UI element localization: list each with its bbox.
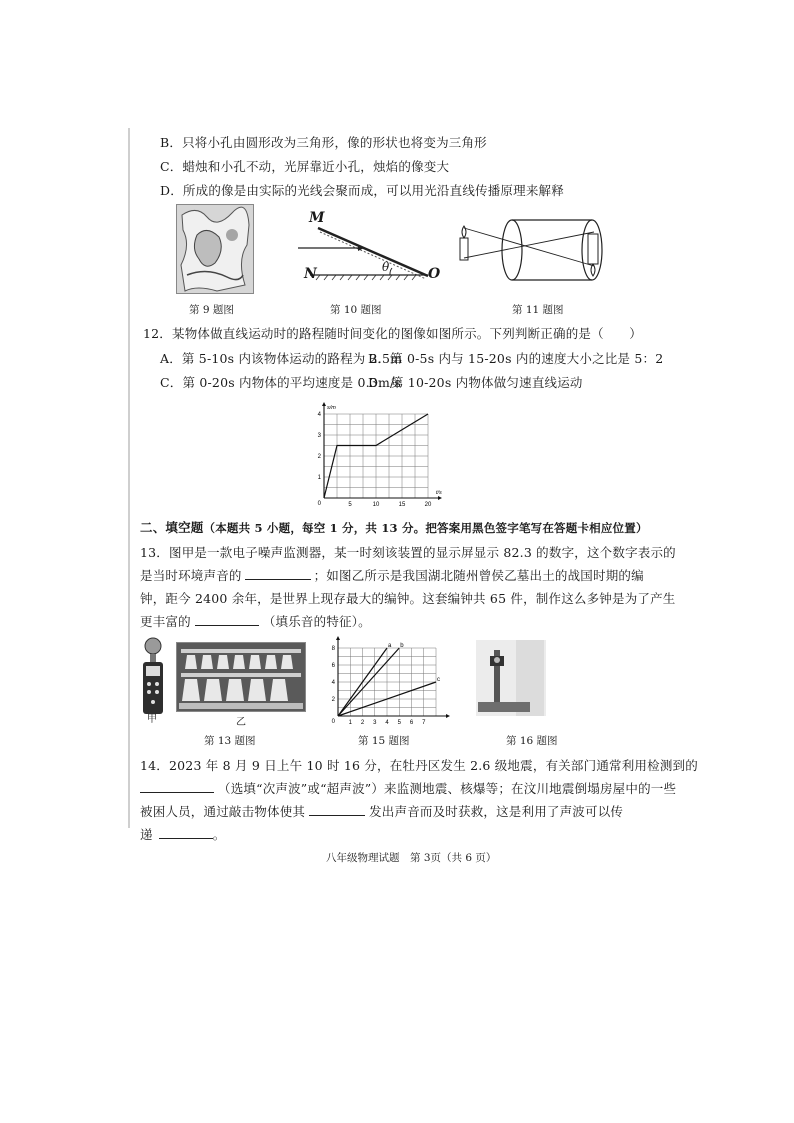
q11-option-b: B．只将小孔由圆形改为三角形，像的形状也将变为三角形 bbox=[160, 135, 487, 150]
fig10-label-m: M bbox=[309, 210, 325, 226]
q13-line4-a: 更丰富的 bbox=[140, 614, 191, 629]
fig9-photo bbox=[176, 204, 254, 294]
fig9-caption: 第 9 题图 bbox=[189, 304, 234, 316]
q12-st-chart bbox=[308, 402, 448, 512]
left-margin-line bbox=[128, 128, 130, 828]
page-footer: 八年级物理试题 第 3页（共 6 页） bbox=[326, 852, 497, 864]
q13-line2-b: ；如图乙所示是我国湖北随州曾侯乙墓出土的战国时期的编 bbox=[313, 568, 644, 583]
origin-label: 0 bbox=[317, 501, 321, 507]
fig10-label-theta: θ bbox=[382, 260, 390, 274]
fig11-caption: 第 11 题图 bbox=[512, 304, 564, 316]
q13-line3: 钟，距今 2400 余年，是世界上现存最大的编钟。这套编钟共 65 件，制作这么多钟是为了产生 bbox=[140, 591, 676, 606]
fig16-caption: 第 16 题图 bbox=[506, 735, 558, 747]
x-axis-arrow bbox=[446, 714, 450, 718]
q13-line4 bbox=[140, 612, 371, 630]
q14-line3-b: 发出声音而及时获救，这是利用了声波可以传 bbox=[369, 804, 624, 819]
y-tick-label: 8 bbox=[331, 646, 335, 652]
y-axis-label: s/m bbox=[327, 405, 336, 411]
q14-blank-3[interactable] bbox=[159, 827, 213, 839]
y-axis-arrow bbox=[336, 636, 340, 640]
x-tick-label: 7 bbox=[422, 720, 426, 726]
q11-option-d: D．所成的像是由实际的光线会聚而成，可以用光沿直线传播原理来解释 bbox=[160, 183, 564, 198]
y-tick-label: 2 bbox=[331, 697, 335, 703]
x-tick-label: 2 bbox=[360, 720, 365, 726]
fig13-bells-photo bbox=[176, 642, 306, 712]
q13-line2 bbox=[140, 566, 644, 584]
fig10-caption: 第 10 题图 bbox=[330, 304, 382, 316]
series-label-a: a bbox=[388, 643, 392, 649]
q14-line3-a: 被困人员，通过敲击物体使其 bbox=[140, 804, 306, 819]
q14-line1: 14．2023 年 8 月 9 日上午 10 时 16 分，在牡丹区发生 2.6 级地震，有关部门通常利用检测到的 bbox=[140, 758, 698, 773]
fig16-image bbox=[476, 640, 546, 716]
q14-line4-end: 。 bbox=[212, 827, 226, 842]
q14-line4-text: 递 bbox=[140, 827, 153, 842]
x-tick-label: 5 bbox=[348, 502, 352, 508]
q12-option-a: A．第 5-10s 内该物体运动的路程为 2.5m bbox=[160, 351, 403, 366]
y-axis-arrow bbox=[322, 402, 326, 406]
section2-note: （本题共 5 小题，每空 1 分，共 13 分。把答案用黑色签字笔写在答题卡相应位置） bbox=[203, 521, 648, 535]
fig13-bells-image bbox=[177, 643, 305, 711]
y-tick-label: 4 bbox=[317, 412, 321, 418]
origin-label: 0 bbox=[331, 719, 335, 725]
series-label-c: c bbox=[437, 677, 440, 683]
x-tick-label: 5 bbox=[397, 720, 401, 726]
q14-blank-1[interactable] bbox=[140, 781, 214, 793]
x-tick-label: 4 bbox=[385, 720, 389, 726]
section2-heading bbox=[140, 518, 648, 536]
x-axis-label: t/s bbox=[436, 490, 442, 496]
fig15-caption: 第 15 题图 bbox=[358, 735, 410, 747]
q12-option-d: D．第 10-20s 内物体做匀速直线运动 bbox=[368, 375, 583, 390]
x-tick-label: 15 bbox=[398, 502, 406, 508]
q12-option-c: C．第 0-20s 内物体的平均速度是 0.3m/s bbox=[160, 375, 402, 390]
q14-line4 bbox=[140, 825, 225, 843]
fig16-photo bbox=[476, 640, 546, 716]
y-tick-label: 2 bbox=[317, 454, 321, 460]
y-tick-label: 3 bbox=[317, 433, 321, 439]
series-label-b: b bbox=[400, 643, 404, 649]
q13-blank-2[interactable] bbox=[195, 614, 259, 626]
fig13-label-yi: 乙 bbox=[236, 717, 246, 728]
x-tick-label: 3 bbox=[373, 720, 377, 726]
fig13-label-jia: 甲 bbox=[147, 714, 157, 725]
y-tick-label: 1 bbox=[317, 475, 321, 481]
q13-line1: 13．图甲是一款电子噪声监测器，某一时刻该装置的显示屏显示 82.3 的数字，这个数字表示的 bbox=[140, 545, 676, 560]
q13-line2-a: 是当时环境声音的 bbox=[140, 568, 242, 583]
x-axis-arrow bbox=[438, 496, 442, 500]
q12-option-b: B．第 0-5s 内与 15-20s 内的速度大小之比是 5：2 bbox=[368, 351, 664, 366]
q14-line2-text: （选填“次声波”或“超声波”）来监测地震、核爆等；在汶川地震倒塌房屋中的一些 bbox=[218, 781, 677, 796]
y-tick-label: 6 bbox=[331, 663, 335, 669]
x-tick-label: 6 bbox=[409, 720, 414, 726]
q14-line2 bbox=[140, 779, 676, 797]
fig13-caption: 第 13 题图 bbox=[204, 735, 256, 747]
fig10-label-o: O bbox=[428, 266, 441, 282]
fig11-diagram bbox=[452, 210, 612, 290]
q12-stem: 12．某物体做直线运动时的路程随时间变化的图像如图所示。下列判断正确的是（ ） bbox=[143, 326, 642, 341]
fig13-noise-monitor bbox=[140, 636, 166, 720]
q14-blank-2[interactable] bbox=[309, 804, 365, 816]
q11-option-c: C．蜡烛和小孔不动，光屏靠近小孔，烛焰的像变大 bbox=[160, 159, 450, 174]
section2-title: 二、填空题 bbox=[140, 520, 204, 535]
fig15-chart bbox=[322, 636, 452, 728]
x-tick-label: 10 bbox=[372, 502, 380, 508]
y-tick-label: 4 bbox=[331, 680, 335, 686]
fig9-photo-image bbox=[177, 205, 253, 293]
x-tick-label: 20 bbox=[424, 502, 432, 508]
q13-blank-1[interactable] bbox=[245, 568, 311, 580]
fig10-label-n: N bbox=[304, 266, 317, 282]
q14-line3 bbox=[140, 802, 623, 820]
q13-line4-b: （填乐音的特征）。 bbox=[262, 614, 371, 629]
x-tick-label: 1 bbox=[348, 720, 352, 726]
